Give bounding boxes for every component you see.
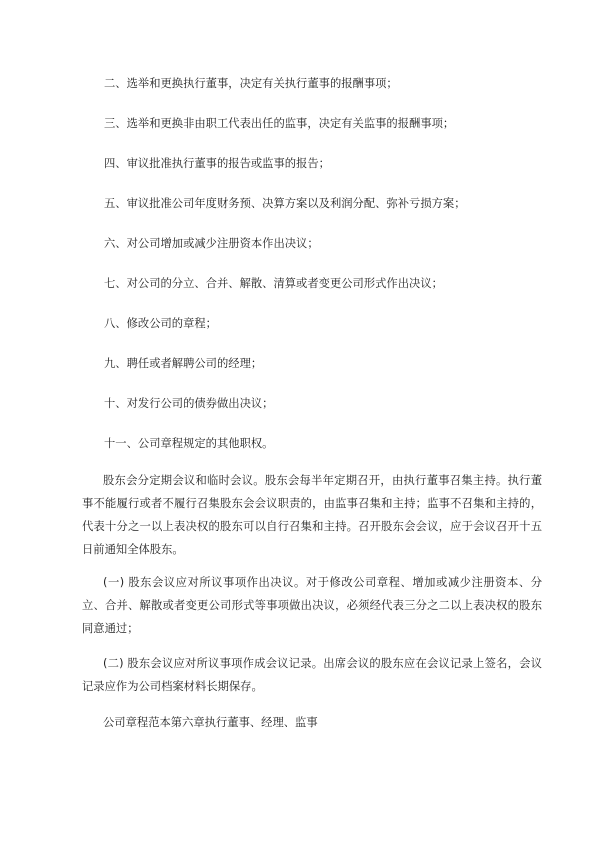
list-item: 十一、公司章程规定的其他职权。: [104, 437, 274, 450]
resolution-paragraph: (一) 股东会议应对所议事项作出决议。对于修改公司章程、增加或减少注册资本、分立、合并、解散或者变更公司形式等事项做出决议，必须经代表三分之二以上表决权的股东同意通过；: [82, 576, 542, 635]
list-item: 七、对公司的分立、合并、解散、清算或者变更公司形式作出决议；: [104, 277, 443, 290]
list-item: 二、选举和更换执行董事，决定有关执行董事的报酬事项；: [104, 77, 398, 90]
list-item: 九、聘任或者解聘公司的经理；: [104, 357, 263, 370]
list-item: 十、对发行公司的债券做出决议；: [104, 397, 274, 410]
list-item: 三、选举和更换非由职工代表出任的监事，决定有关监事的报酬事项；: [104, 117, 455, 130]
list-item: 六、对公司增加或减少注册资本作出决议；: [104, 237, 319, 250]
list-item: 四、审议批准执行董事的报告或监事的报告；: [104, 157, 330, 170]
chapter-heading: 公司章程范本第六章执行董事、经理、监事: [103, 716, 318, 729]
meetings-paragraph: 股东会分定期会议和临时会议。股东会每半年定期召开，由执行董事召集主持。执行董事不能履行或者不履行召集股东会会议职责的，由监事召集和主持；监事不召集和主持的，代表十分之一以上表决权的股东可以自行召集和主持。召开股东会会议，应于会议召开十五日前通知全体股东。: [82, 474, 542, 556]
list-item: 五、审议批准公司年度财务预、决算方案以及利润分配、弥补亏损方案；: [104, 197, 466, 210]
list-item: 八、修改公司的章程；: [104, 317, 217, 330]
minutes-paragraph: (二) 股东会议应对所议事项作成会议记录。出席会议的股东应在会议记录上签名，会议记录应作为公司档案材料长期保存。: [82, 657, 542, 693]
